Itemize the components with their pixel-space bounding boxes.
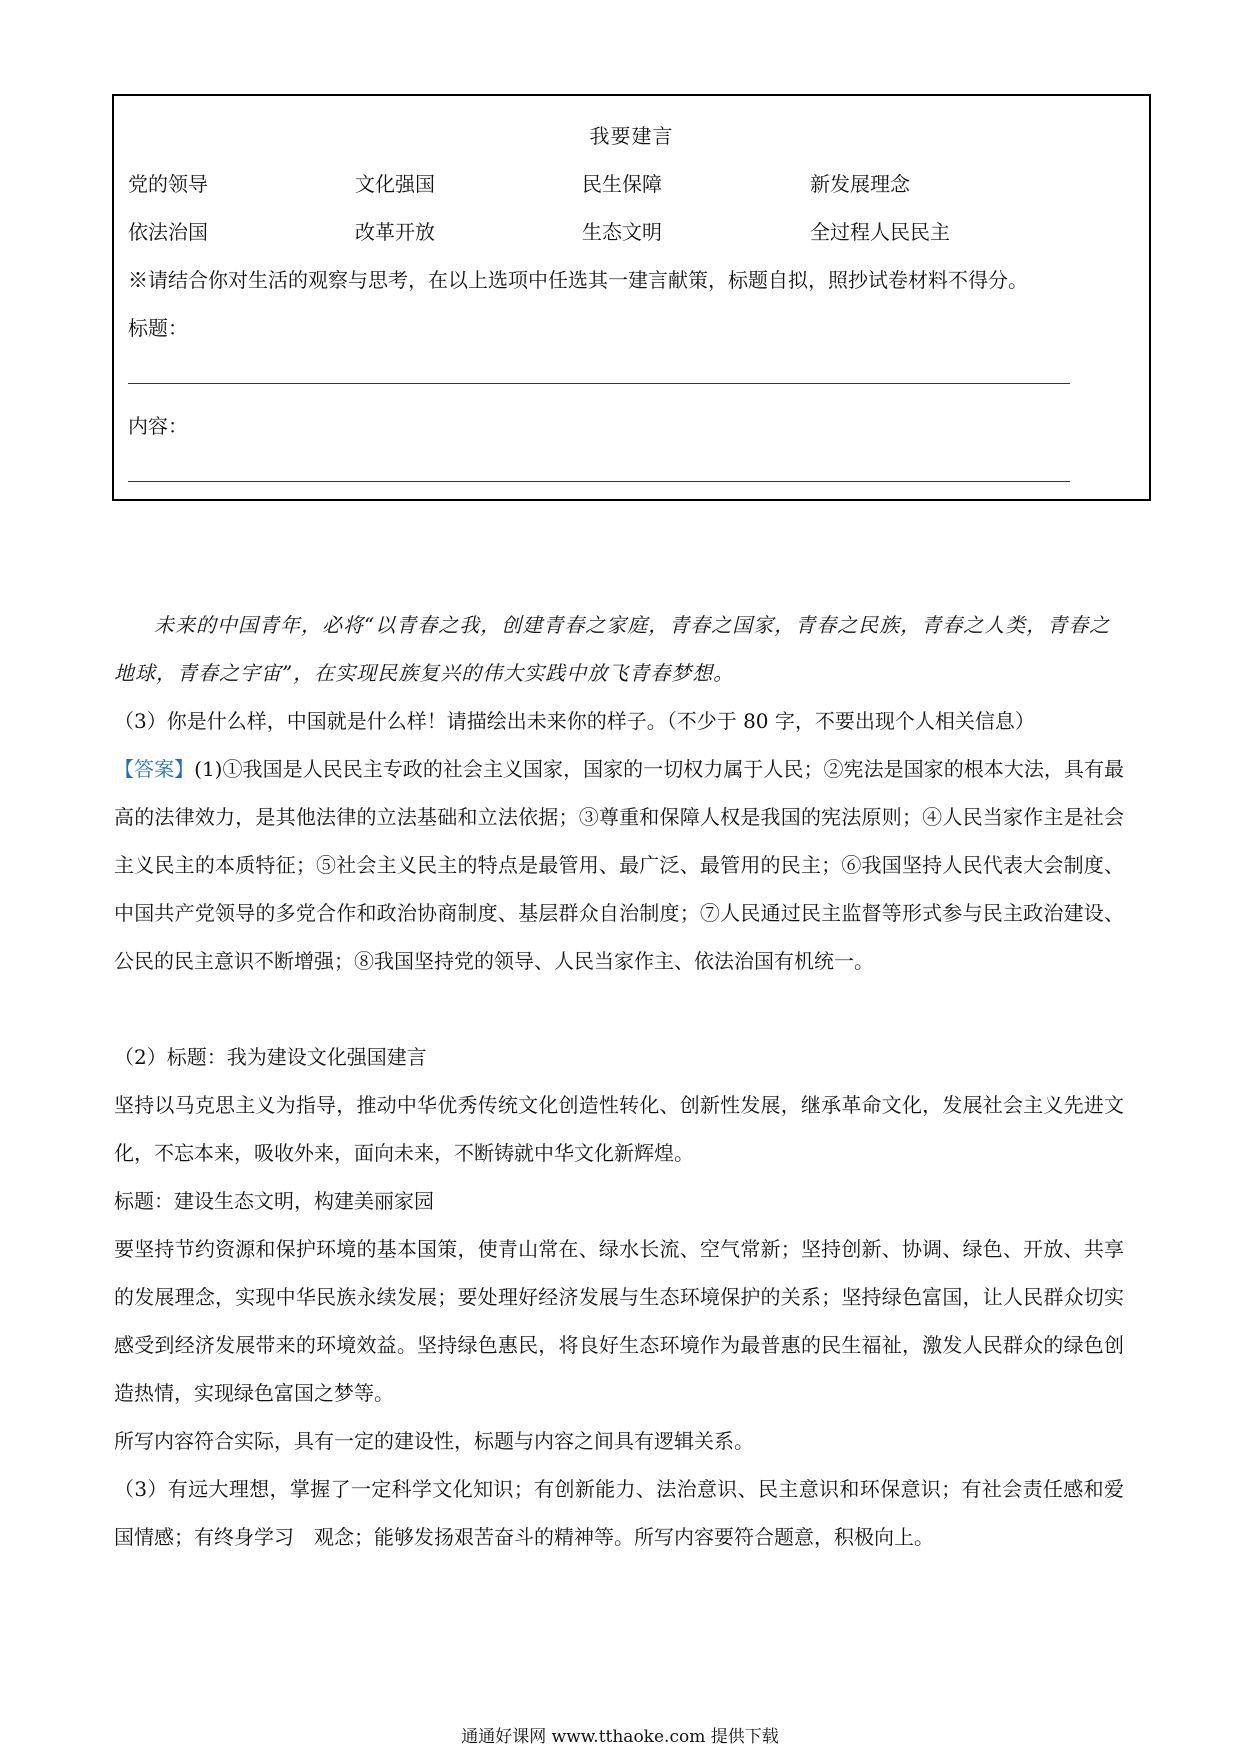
title-answer-line: [128, 383, 1070, 384]
answer-part-3: （3）有远大理想，掌握了一定科学文化知识；有创新能力、法治意识、民主意识和环保意识；有社会责任感和爱国情感；有终身学习 观念；能够发扬艰苦奋斗的精神等。所写内容要符合题意，积极向上。: [114, 1477, 1124, 1549]
answer-part-2-title-b: 标题：建设生态文明，构建美丽家园: [114, 1189, 434, 1213]
option-new-development: 新发展理念: [810, 172, 910, 196]
box-title: 我要建言: [589, 124, 674, 148]
title-label: 标题：: [128, 316, 188, 340]
answer-part-2-note: 所写内容符合实际，具有一定的建设性，标题与内容之间具有逻辑关系。: [114, 1429, 754, 1453]
option-whole-process-democracy: 全过程人民民主: [810, 220, 950, 244]
option-reform-opening: 改革开放: [355, 220, 435, 244]
content-label: 内容：: [128, 414, 188, 438]
option-rule-of-law: 依法治国: [128, 220, 208, 244]
option-livelihood: 民生保障: [582, 172, 662, 196]
box-instruction: ※请结合你对生活的观察与思考，在以上选项中任选其一建言献策，标题自拟，照抄试卷材料不得分。: [128, 268, 1028, 292]
option-party-leadership: 党的领导: [128, 172, 208, 196]
answer-tag: 【答案】: [114, 757, 195, 781]
quote-paragraph: 未来的中国青年，必将“以青春之我，创建青春之家庭，青春之国家，青春之民族，青春之人类，青春之地球，青春之宇宙”，在实现民族复兴的伟大实践中放飞青春梦想。: [114, 613, 1111, 685]
answer-part-2-body: 坚持以马克思主义为指导，推动中华优秀传统文化创造性转化、创新性发展，继承革命文化，发展社会主义先进文化，不忘本来，吸收外来，面向未来，不断铸就中华文化新辉煌。: [114, 1093, 1124, 1165]
question-3: （3）你是什么样，中国就是什么样！请描绘出未来你的样子。（不少于 80 字，不要出现个人相关信息）: [114, 709, 1035, 733]
answer-part-2-body-b: 要坚持节约资源和保护环境的基本国策，使青山常在、绿水长流、空气常新；坚持创新、协调、绿色、开放、共享的发展理念，实现中华民族永续发展；要处理好经济发展与生态环境保护的关系；坚持绿色富国，让人民群众切实感受到经济发展带来的环境效益。坚持绿色惠民，将良好生态环境作为最普惠的民生福祉，激发人民群众的绿色创造热情，实现绿色富国之梦等。: [114, 1237, 1124, 1405]
content-answer-line: [128, 481, 1070, 482]
page-footer: 通通好课网 www.tthaoke.com 提供下载: [461, 1727, 779, 1747]
answer-part-2-title: （2）标题：我为建设文化强国建言: [114, 1045, 427, 1069]
option-cultural-power: 文化强国: [355, 172, 435, 196]
option-ecology: 生态文明: [582, 220, 662, 244]
answer-part-1: [114, 745, 1124, 985]
suggestion-box: [112, 94, 1151, 501]
answer-part-1-text: (1)①我国是人民民主专政的社会主义国家，国家的一切权力属于人民；②宪法是国家的根本大法，具有最高的法律效力，是其他法律的立法基础和立法依据；③尊重和保障人权是我国的宪法原则；④人民当家作主是社会主义民主的本质特征；⑤社会主义民主的特点是最管用、最广泛、最管用的民主；⑥我国坚持人民代表大会制度、中国共产党领导的多党合作和政治协商制度、基层群众自治制度；⑦人民通过民主监督等形式参与民主政治建设、公民的民主意识不断增强；⑧我国坚持党的领导、人民当家作主、依法治国有机统一。: [114, 757, 1124, 973]
